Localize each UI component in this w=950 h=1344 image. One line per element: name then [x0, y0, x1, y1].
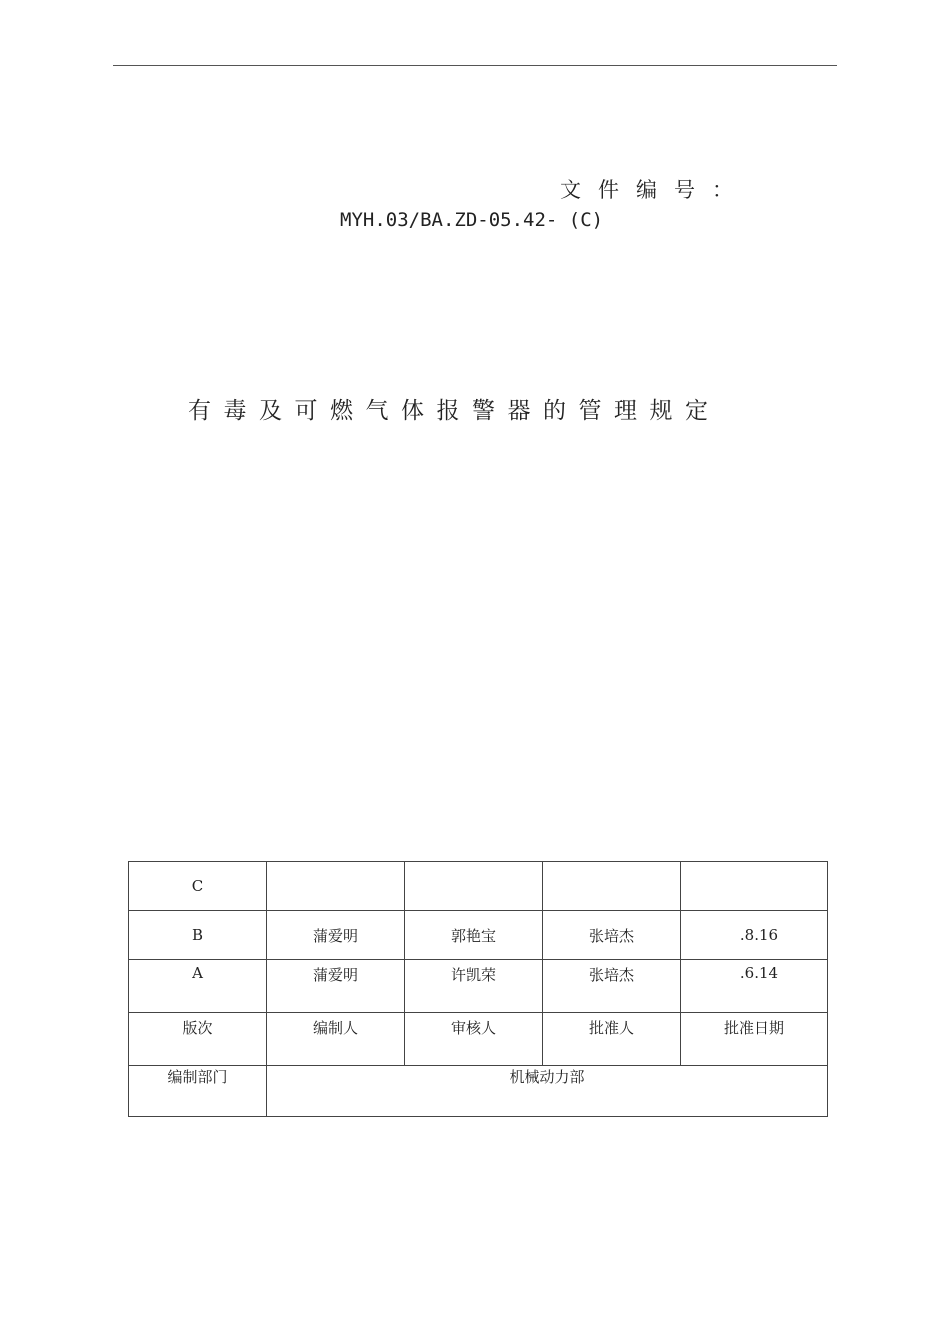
version-cell: C	[129, 862, 267, 911]
table-row	[129, 862, 828, 911]
date-cell: .6.14	[681, 960, 828, 1013]
version-cell: A	[129, 960, 267, 1013]
table-row	[129, 960, 828, 1013]
department-row	[129, 1066, 828, 1117]
version-header: 版次	[129, 1013, 267, 1066]
author-cell	[267, 862, 405, 911]
department-value: 机械动力部	[267, 1066, 828, 1117]
reviewer-cell: 郭艳宝	[405, 911, 543, 960]
header-rule	[113, 65, 837, 66]
author-cell: 蒲爱明	[267, 960, 405, 1013]
document-number-label: 文件编号：	[560, 178, 750, 202]
reviewer-cell: 许凯荣	[405, 960, 543, 1013]
approval-table	[128, 861, 828, 1117]
table-header-row	[129, 1013, 828, 1066]
approver-header: 批准人	[543, 1013, 681, 1066]
author-header: 编制人	[267, 1013, 405, 1066]
department-label: 编制部门	[129, 1066, 267, 1117]
author-cell: 蒲爱明	[267, 911, 405, 960]
reviewer-header: 审核人	[405, 1013, 543, 1066]
version-cell: B	[129, 911, 267, 960]
table-row	[129, 911, 828, 960]
approver-cell: 张培杰	[543, 960, 681, 1013]
date-cell: .8.16	[681, 911, 828, 960]
document-title: 有毒及可燃气体报警器的管理规定	[188, 398, 721, 424]
approver-cell: 张培杰	[543, 911, 681, 960]
document-number-value: MYH.03/BA.ZD-05.42- (C)	[340, 209, 604, 231]
reviewer-cell	[405, 862, 543, 911]
approver-cell	[543, 862, 681, 911]
date-header: 批准日期	[681, 1013, 828, 1066]
date-cell	[681, 862, 828, 911]
